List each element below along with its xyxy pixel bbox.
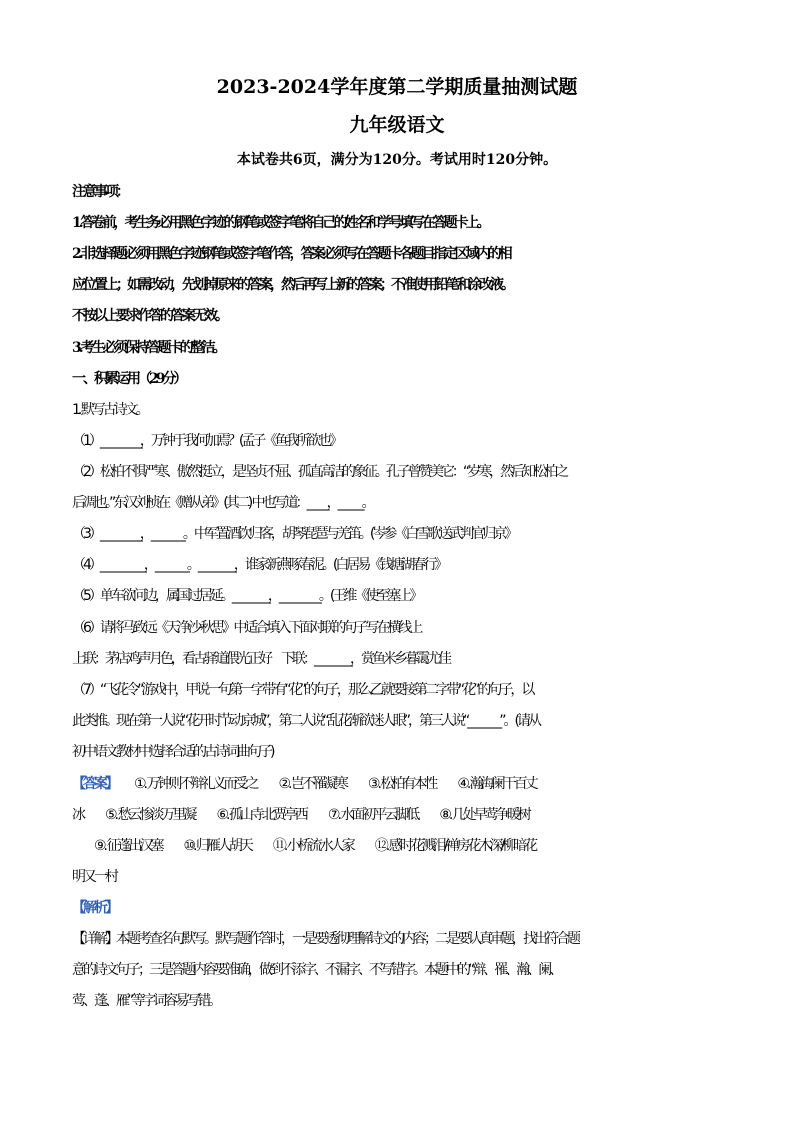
- exam-info: 本试卷共6页，满分为120分。考试用时120分钟。: [236, 152, 558, 168]
- q1-item-6: （6）请将马致远《天净沙·秋思》中适合填入下面对联的句子写在横线上: [72, 620, 421, 636]
- answer-line-4: 明又一村: [72, 869, 116, 885]
- q1-item-6-couplet: 上联：茅店鸡声月色，看古驿道偎光正好 下联：_________，赏鱼米乡暮霭尤佳: [72, 651, 449, 667]
- note-3: 3.考生必须保持答题卡的整洁。: [72, 340, 224, 356]
- q1-item-7-line-3: 初中语文教材中选择合适的古诗词曲句子): [72, 744, 273, 760]
- note-2-line-3: 不按以上要求作答的答案无效。: [72, 308, 226, 324]
- note-2-line-2: 应位置上；如需改动，先划掉原来的答案，然后再写上新的答案；不准使用铅笔和涂改液。: [72, 277, 512, 293]
- exam-subtitle: 九年级语文: [349, 114, 445, 136]
- q1-item-5: （5）单车欲问边，属国过居延。_________，__________。(王维《使至塞上》: [72, 588, 421, 604]
- q1-item-3: （3）__________，________。中军置酒饮归客，胡琴琵琶与羌笛。(岑参《白雪歌送武判官归京》: [72, 526, 516, 542]
- answer-line-2: 冰 ⑤. 愁云惨淡万里凝 ⑥. 孤山寺北贾亭西 ⑦. 水面初平云脚低 ⑧. 几处早莺争暖树: [72, 807, 529, 823]
- notes-heading: 注意事项：: [72, 184, 127, 200]
- section-heading: 一、积累运用（29分）: [72, 371, 185, 387]
- q1-item-7-line-1: （7）“飞花令”游戏中，甲说一句第一字带有“花”的句子，那么乙就要接第二字带“花”的句子，以: [72, 682, 533, 698]
- analysis-label: 【解析】: [72, 900, 116, 916]
- q1-item-7-line-2: 此类推。现在第一人说“花开时节动京城”，第二人说“乱花渐欲迷人眼”，第三人说“________”。(请从: [72, 713, 539, 729]
- q1-item-1: （1）__________，万钟于我何加焉？(孟子《鱼我所欲也》: [72, 433, 341, 449]
- note-1: 1.答卷前，考生务必用黑色字迹的钢笔或签字笔将自己的姓名和学号填写在答题卡上。: [72, 215, 488, 231]
- q1-item-2-line-2: 后凋也。”东汉刘桢在《赠从弟》(其二) 中也写道：_____，______。: [72, 495, 373, 511]
- note-2-line-1: 2.非选择题必须用黑色字迹钢笔或签字笔作答，答案必须写在答题卡各题目指定区域内的相: [72, 246, 510, 262]
- answer-text-1: ①. 万钟则不辩礼义而受之 ②. 岂不罹凝寒 ③. 松柏有本性 ④. 瀚海阑干百丈: [134, 776, 536, 792]
- q1-item-4: （4）___________，________。_________，谁家新燕啄春泥。(白居易《钱塘湖春行》: [72, 557, 446, 573]
- analysis-line-2: 意的诗文句子；三是答题内容要准确，做到不添字、不漏字、不写错字。本题中的“辩、罹、瀚、阑、: [72, 962, 561, 978]
- question-1: 1. 默写古诗文。: [72, 402, 147, 418]
- exam-title: 2023-2024学年度第二学期质量抽测试题: [216, 76, 578, 98]
- answer-line-3: ⑨. 征蓬出汉塞 ⑩. 归雁人胡天 ⑪. 小桥流水人家 ⑫. 感时花溅泪/禅房花木深/柳暗花: [72, 838, 536, 854]
- analysis-line-1: 【详解】本题考查名句默写。默写题作答时，一是要透彻理解诗文的内容；二是要认真审题，找出符合题: [72, 931, 578, 947]
- answer-label: 【答案】: [72, 776, 116, 792]
- answer-line-1: [72, 774, 732, 794]
- analysis-line-3: 莺、蓬、雁”等字词容易写错。: [72, 993, 220, 1009]
- q1-item-2-line-1: （2）松柏不惧严寒、傲然挺立，是坚贞不屈、孤直高洁的象征。孔子曾赞美它：“岁寒，然后知松柏之: [72, 464, 567, 480]
